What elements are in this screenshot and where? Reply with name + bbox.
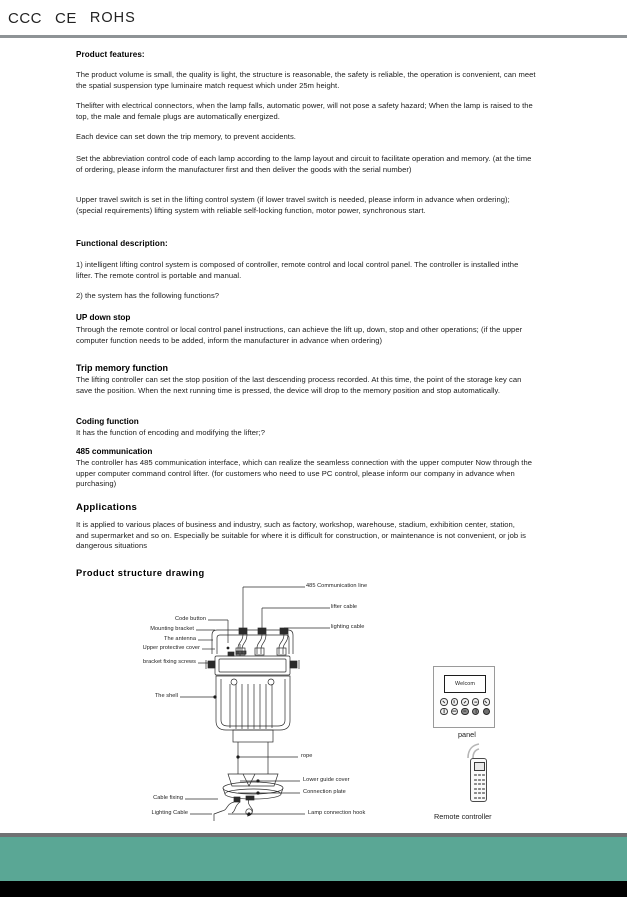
remote-key-row[interactable] — [474, 792, 486, 794]
remote-key[interactable] — [482, 774, 485, 776]
product-features-paragraph-4: Set the abbreviation control code of each lamp according to the lamp layout and circuit to facilitate operation and memory. (at the time of ordering, please inform the manufacturer first and then deliver the goods with the serial number) — [76, 154, 532, 174]
footer-black-band — [0, 881, 627, 897]
remote-key[interactable] — [482, 797, 485, 799]
function-title-up-down-stop: UP down stop — [76, 313, 131, 322]
remote-key[interactable] — [478, 779, 481, 781]
function-body-coding: It has the function of encoding and modifying the lifter;? — [76, 428, 266, 437]
label-lighting-cable-lower: Lighting Cable — [151, 810, 188, 816]
control-panel-illustration — [433, 666, 495, 728]
remote-key[interactable] — [474, 774, 477, 776]
remote-key[interactable] — [482, 783, 485, 785]
remote-key[interactable] — [474, 783, 477, 785]
label-mounting-bracket: Mounting bracket — [150, 626, 194, 632]
label-cable-fixing: Cable fixing — [153, 795, 183, 801]
panel-button-stop[interactable] — [472, 698, 480, 706]
remote-key[interactable] — [478, 792, 481, 794]
remote-controller-illustration — [455, 742, 515, 804]
remote-key[interactable] — [482, 779, 485, 781]
product-features-heading: Product features: — [76, 50, 145, 59]
remote-key-row[interactable] — [474, 783, 486, 785]
panel-button-reset[interactable] — [483, 708, 491, 716]
remote-keypad — [474, 774, 486, 799]
applications-heading: Applications — [76, 502, 138, 513]
label-lifter-cable: lifter cable — [331, 604, 358, 610]
label-connection-plate: Connection plate — [303, 789, 346, 795]
panel-button-row-top — [440, 698, 490, 706]
remote-key[interactable] — [474, 797, 477, 799]
label-lower-guide-cover: Lower guide cover — [303, 777, 350, 783]
panel-display — [444, 675, 486, 693]
label-upper-protective-cover: Upper protective cover — [142, 645, 200, 651]
panel-display-text: Welcom — [455, 681, 475, 687]
label-lighting-cable: lighting cable — [331, 624, 365, 630]
product-features-paragraph-3: Each device can set down the trip memory, to prevent accidents. — [76, 132, 296, 141]
function-title-485-communication: 485 communication — [76, 447, 153, 456]
rohs-mark: ROHS — [89, 9, 136, 26]
label-the-antenna: The antenna — [164, 636, 196, 642]
panel-button-menu[interactable] — [461, 708, 469, 716]
panel-button-row-bottom — [440, 708, 490, 716]
remote-key-row[interactable] — [474, 788, 486, 790]
remote-key-row[interactable] — [474, 797, 486, 799]
remote-key[interactable] — [478, 783, 481, 785]
label-rope: rope — [301, 753, 313, 759]
remote-key[interactable] — [478, 788, 481, 790]
panel-button-power[interactable] — [440, 698, 448, 706]
function-title-coding: Coding function — [76, 417, 139, 426]
panel-button-set[interactable] — [483, 698, 491, 706]
remote-key[interactable] — [474, 788, 477, 790]
panel-button-down[interactable] — [461, 698, 469, 706]
ccc-mark: CCC — [8, 9, 42, 27]
function-title-trip-memory: Trip memory function — [76, 363, 169, 373]
panel-button-memory[interactable] — [440, 708, 448, 716]
product-features-paragraph-5: Upper travel switch is set in the lifting control system (if lower travel switch is needed, please inform in advance when ordering);(special requirements) lifting system with reliable self-locking function, motor power, synchronous start. — [76, 195, 510, 215]
panel-caption: panel — [458, 730, 476, 739]
label-bracket-fixing-screws: bracket fixing screws — [143, 659, 196, 665]
remote-key[interactable] — [474, 779, 477, 781]
remote-key-row[interactable] — [474, 779, 486, 781]
function-body-up-down-stop: Through the remote control or local control panel instructions, can achieve the lift up, down, stop and other operations; (if the upper computer function needs to be added, inform the manufacturer in advance when ordering) — [76, 325, 523, 345]
label-lamp-connection-hook: Lamp connection hook — [308, 810, 366, 816]
remote-body — [470, 758, 487, 802]
remote-key-row[interactable] — [474, 774, 486, 776]
label-the-shell: The shell — [154, 693, 178, 699]
product-structure-drawing — [0, 578, 627, 833]
remote-key[interactable] — [474, 792, 477, 794]
ce-mark: CE — [55, 9, 77, 27]
product-features-paragraph-1: The product volume is small, the quality is light, the structure is reasonable, the safety is reliable, the operation is convenient, can meet the spatial suspension type luminaire match request which under 25m height. — [76, 70, 536, 90]
panel-button-up[interactable] — [451, 698, 459, 706]
remote-display — [474, 762, 486, 771]
function-body-485-communication: The controller has 485 communication interface, which can realize the seamless connection with the upper computer Now through the upper computer command control lifter. (for customers who need to use PC control, please inform our company in advance when purchasing) — [76, 458, 532, 489]
functional-intro-2: 2) the system has the following functions? — [76, 291, 220, 300]
footer-band — [0, 837, 627, 881]
panel-button-code[interactable] — [451, 708, 459, 716]
remote-key[interactable] — [478, 797, 481, 799]
remote-key[interactable] — [482, 788, 485, 790]
functional-description-heading: Functional description: — [76, 239, 168, 248]
remote-key[interactable] — [482, 792, 485, 794]
remote-key[interactable] — [478, 774, 481, 776]
function-body-trip-memory: The lifting controller can set the stop position of the last descending process recorded. At this time, the point of the storage key can save the position. When the next running time is pressed, the device will drop to the memory position and stop automatically. — [76, 375, 522, 395]
panel-button-enter[interactable] — [472, 708, 480, 716]
product-features-paragraph-2: Thelifter with electrical connectors, when the lamp falls, automatic power, will not pose a safety hazard; When the lamp is raised to the top, the male and female plugs are automatically energized. — [76, 101, 533, 121]
product-structure-heading: Product structure drawing — [76, 568, 205, 578]
label-code-button: Code button — [174, 616, 206, 622]
label-485-communication-line: 485 Communication line — [306, 583, 368, 589]
applications-body: It is applied to various places of business and industry, such as factory, workshop, warehouse, stadium, exhibition center, station, and supermarket and so on. Especially be suitable for where it is difficult for construction, or maintenance is not convenient, or job is dangerous situations — [76, 520, 526, 551]
functional-intro-1: 1) intelligent lifting control system is composed of controller, remote control and local control panel. The controller is installed inthe lifter. The remote control is portable and manual. — [76, 260, 519, 280]
remote-controller-caption: Remote controller — [434, 812, 492, 821]
certification-bar — [0, 0, 627, 36]
